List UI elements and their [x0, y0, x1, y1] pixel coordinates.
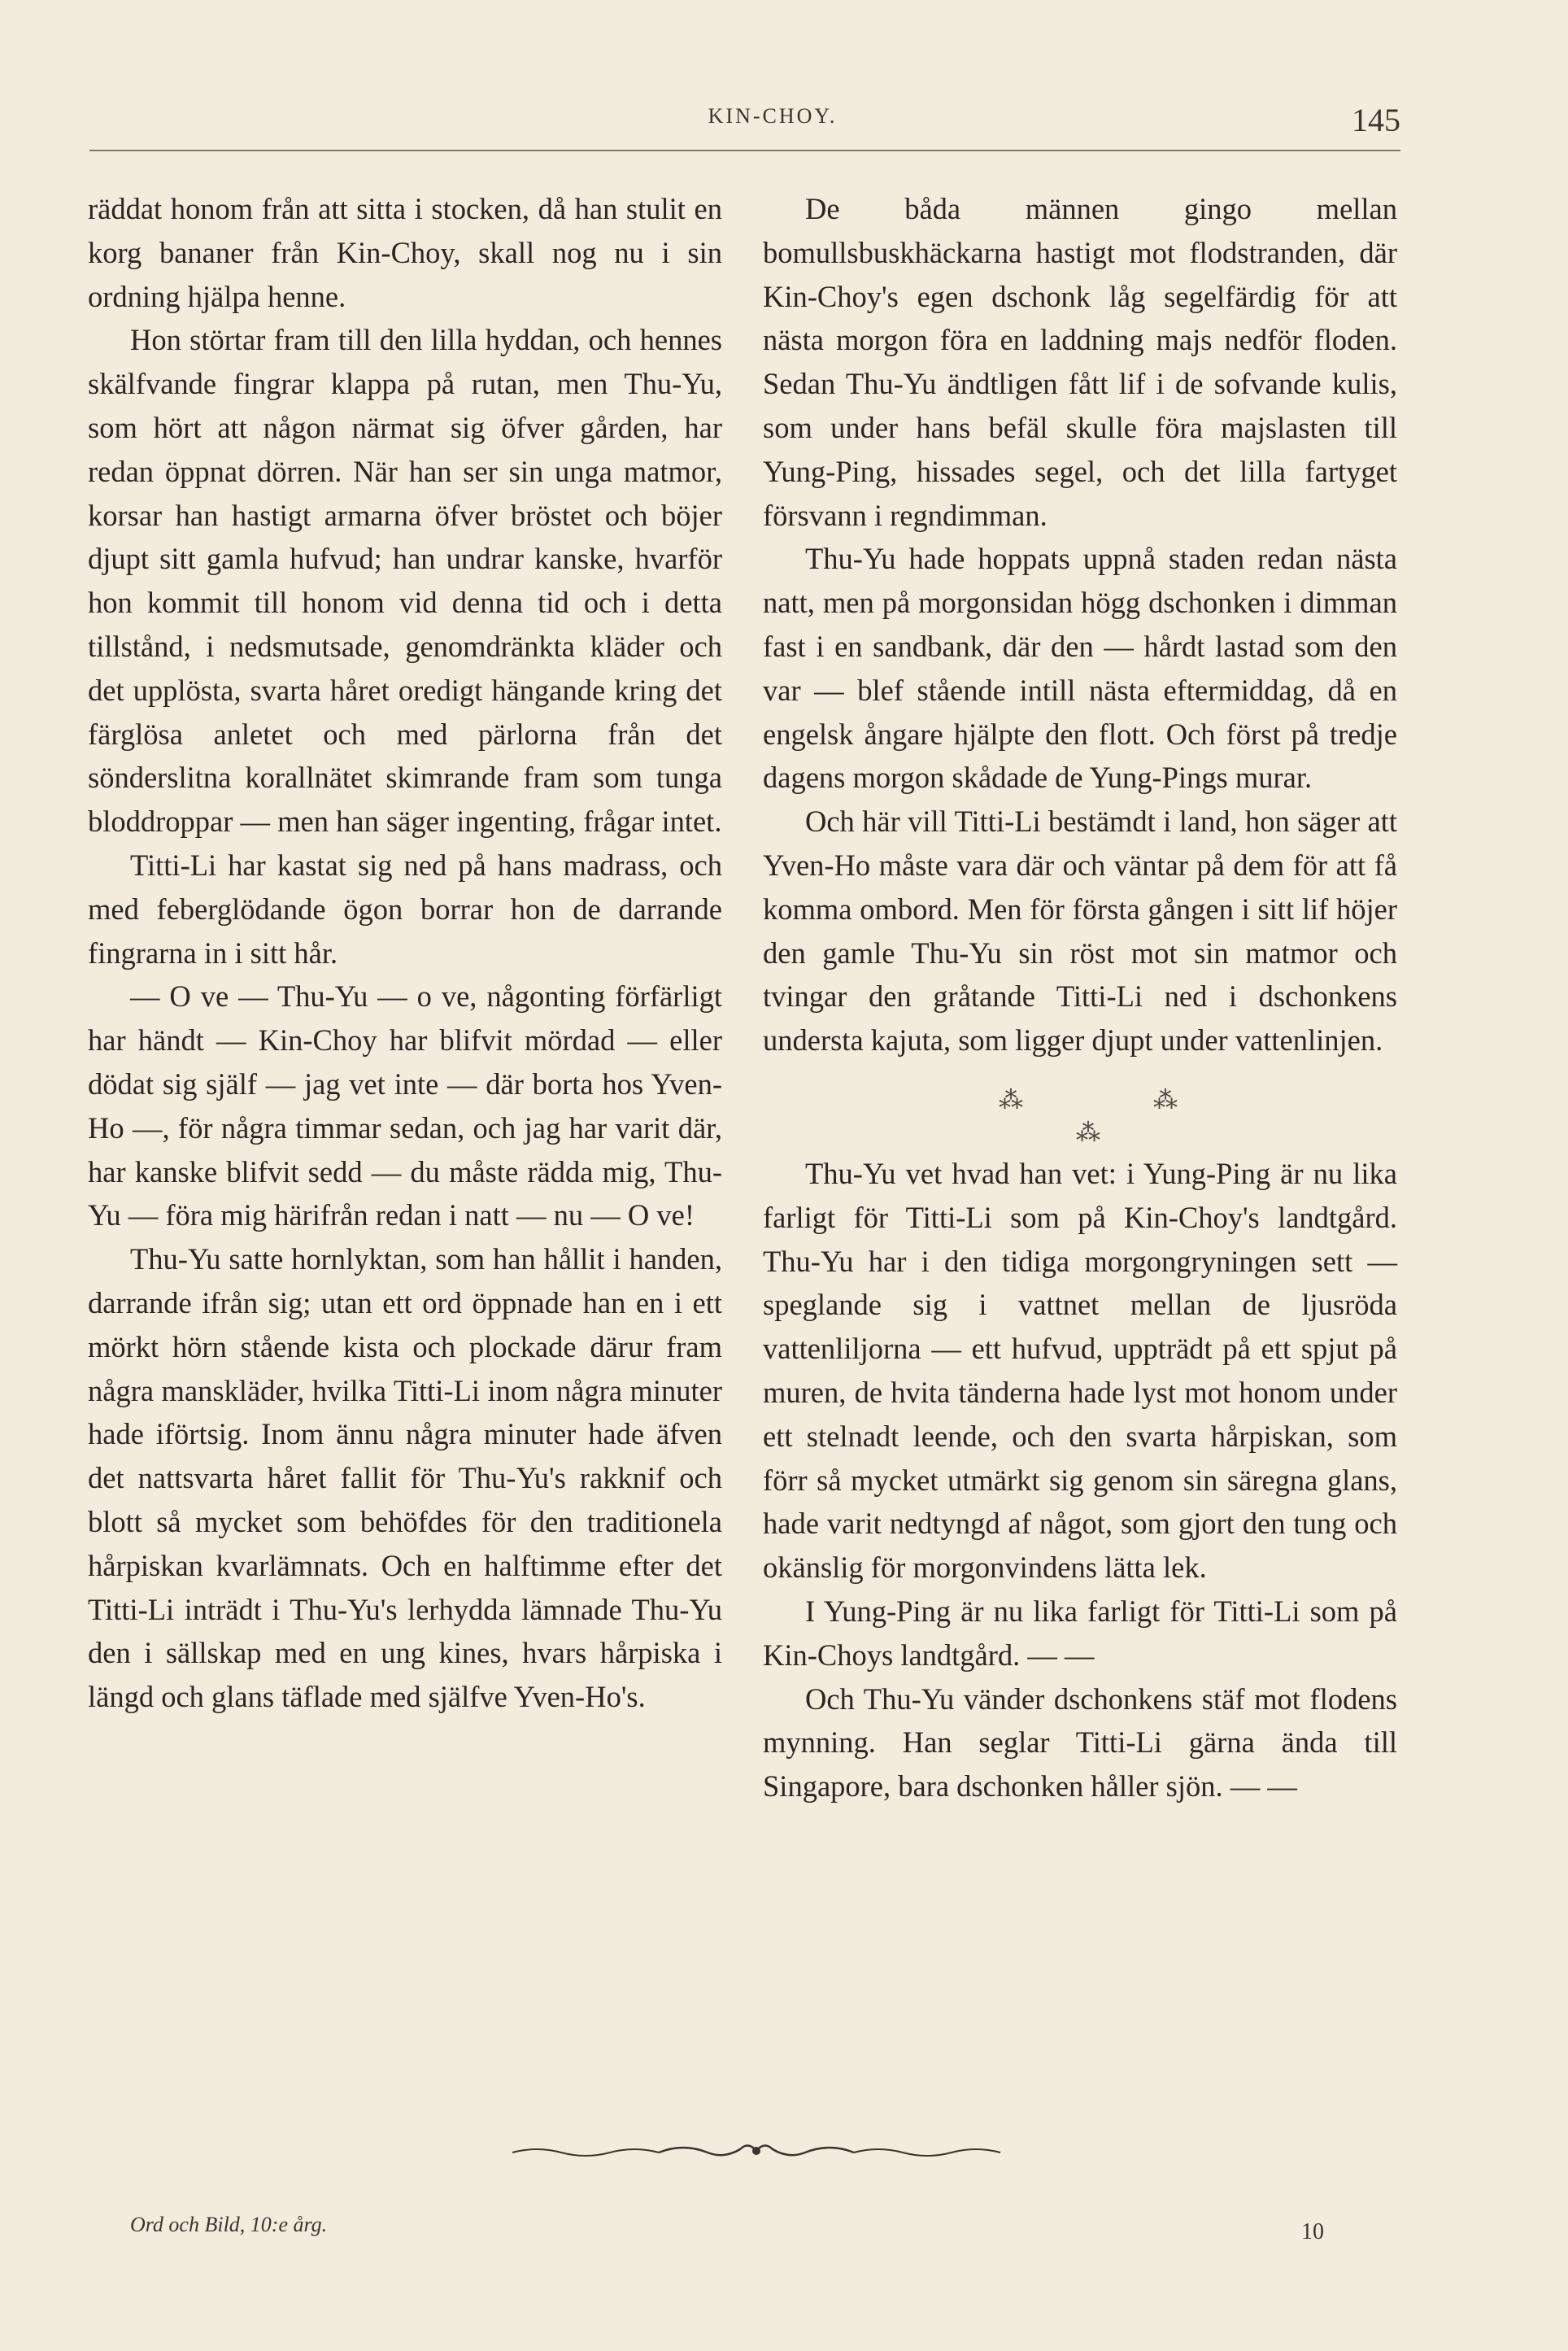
page-number: 145	[1352, 102, 1400, 138]
paragraph: Och här vill Titti-Li bestämdt i land, hon säger att Yven-Ho måste vara där och väntar på dem för att få komma ombord. Men för första gången i sitt lif höjer den gamle Thu-Yu sin röst mot sin matmor och tvingar den gråtande Titti-Li ned i dschonkens understa kajuta, som ligger djupt under vattenlinjen.	[763, 805, 1397, 1058]
asterism-mark: ⁂	[1153, 1086, 1178, 1114]
running-title: KIN-CHOY.	[708, 104, 838, 128]
paragraph: Och Thu-Yu vänder dschonkens stäf mot flodens mynning. Han seglar Titti-Li gärna ända till Singapore, bara dschonken håller sjön. — —	[763, 1681, 1397, 1804]
header-rule	[89, 150, 1400, 151]
section-break	[763, 1062, 1397, 1152]
paragraph: räddat honom från att sitta i stocken, då han stulit en korg bananer från Kin-Choy, skall nog nu i sin ordning hjälpa henne.	[88, 192, 722, 313]
tailpiece-ornament-icon	[504, 2135, 1008, 2167]
paragraph: Thu-Yu satte hornlyktan, som han hållit i handen, darrande ifrån sig; utan ett ord öppnade han en i ett mörkt hörn stående kista och plockade därur fram några manskläder, hvilka Titti-Li inom några minuter hade iförtsig. Inom ännu några minuter hade äfven det nattsvarta håret fallit för Thu-Yu's rakknif och blott så mycket som behöfdes för den traditionela hårpiskan kvarlämnats. Och en halftimme efter det Titti-Li inträdt i Thu-Yu's lerhydda lämnade Thu-Yu den i sällskap med en ung kines, hvars hårpiska i längd och glans täflade med själfve Yven-Ho's.	[88, 1242, 722, 1714]
page-footer	[0, 2213, 1568, 2262]
asterism-mark: ⁂	[999, 1086, 1023, 1114]
paragraph: I Yung-Ping är nu lika farligt för Titti-Li som på Kin-Choys landtgård. — —	[763, 1594, 1397, 1672]
paragraph: Thu-Yu hade hoppats uppnå staden redan nästa natt, men på morgonsidan högg dschonken i dimman fast i en sandbank, där den — hårdt lastad som den var — blef stående intill nästa eftermiddag, då en engelsk ångare hjälpte den flott. Och först på tredje dagens morgon skådade de Yung-Pings murar.	[763, 542, 1397, 795]
paragraph: Thu-Yu vet hvad han vet: i Yung-Ping är nu lika farligt för Titti-Li som på Kin-Choy's landtgård. Thu-Yu har i den tidiga morgongryningen sett — speglande sig i vattnet mellan de ljusröda vattenliljorna — ett hufvud, uppträdt på ett spjut på muren, de hvita tänderna hade lyst mot honom under ett stelnadt leende, och den svarta hårpiskan, som förr så mycket utmärkt sig genom sin säregna glans, hade varit nedtyngd af något, som gjort den tung och okänslig för morgonvindens lätta lek.	[763, 1156, 1397, 1585]
asterism-mark: ⁂	[1076, 1119, 1100, 1146]
running-head	[0, 104, 1568, 153]
dialogue-paragraph: — O ve — Thu-Yu — o ve, någonting förfärligt har händt — Kin-Choy har blifvit mördad — eller dödat sig själf — jag vet inte — där borta hos Yven-Ho —, för några timmar sedan, och jag har varit där, har kanske blifvit sedd — du måste rädda mig, Thu-Yu — föra mig härifrån redan i natt — nu — O ve!	[88, 979, 722, 1232]
left-column	[88, 187, 722, 1719]
footer-source: Ord och Bild, 10:e årg.	[130, 2213, 328, 2236]
paragraph: De båda männen gingo mellan bomullsbuskhäckarna hastigt mot flodstranden, där Kin-Choy's egen dschonk låg segelfärdig för att nästa morgon föra en laddning majs nedför floden. Sedan Thu-Yu ändtligen fått lif i de sofvande kulis, som under hans befäl skulle föra majslasten till Yung-Ping, hissades segel, och det lilla fartyget försvann i regndimman.	[763, 192, 1397, 532]
sheet-number: 10	[1301, 2219, 1324, 2244]
paragraph: Hon störtar fram till den lilla hyddan, och hennes skälfvande fingrar klappa på rutan, men Thu-Yu, som hört att någon närmat sig öfver gården, har redan öppnat dörren. När han ser sin unga matmor, korsar han hastigt armarna öfver bröstet och böjer djupt sitt gamla hufvud; han undrar kanske, hvarför hon kommit till honom vid denna tid och i detta tillstånd, i nedsmutsade, genomdränkta kläder och det upplösta, svarta håret oredigt hängande kring det färglösa anletet och med pärlorna från det sönderslitna korallnätet skimrande fram som tunga bloddroppar — men han säger ingenting, frågar intet.	[88, 323, 722, 839]
paragraph: Titti-Li har kastat sig ned på hans madrass, och med feberglödande ögon borrar hon de darrande fingrarna in i sitt hår.	[88, 848, 722, 970]
right-column	[763, 187, 1397, 1808]
